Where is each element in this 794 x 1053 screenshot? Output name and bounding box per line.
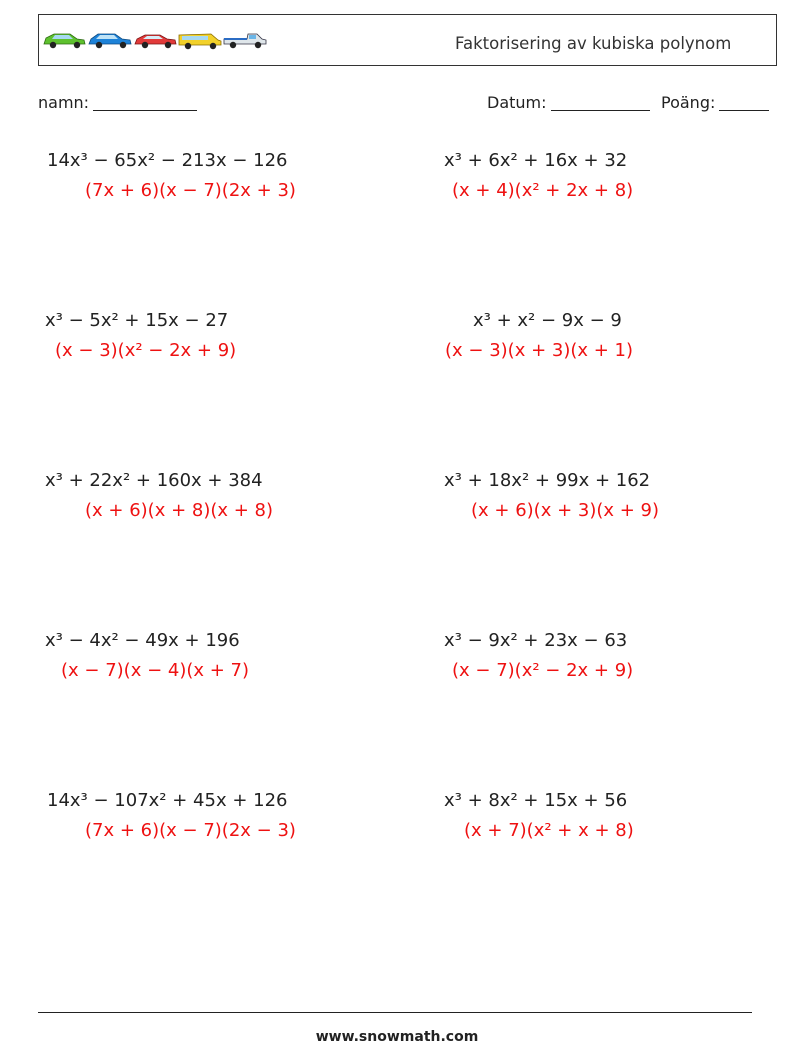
score-field	[661, 93, 769, 112]
problem-answer: (x − 7)(x² − 2x + 9)	[452, 660, 634, 681]
problem-answer: (x − 7)(x − 4)(x + 7)	[61, 660, 250, 681]
problem-answer: (x + 4)(x² + 2x + 8)	[452, 180, 634, 201]
problem-answer: (x − 3)(x + 3)(x + 1)	[445, 340, 634, 361]
problem-4	[445, 310, 633, 362]
date-label: Datum:	[487, 93, 547, 112]
problem-question: x³ − 5x² + 15x − 27	[45, 310, 229, 331]
problem-8	[444, 630, 633, 682]
date-blank[interactable]	[551, 94, 650, 111]
green-car-icon	[44, 34, 85, 48]
blue-car-icon	[89, 34, 131, 48]
problem-9	[47, 790, 296, 842]
problem-3	[45, 310, 236, 362]
problem-question: x³ + 22x² + 160x + 384	[45, 470, 263, 491]
name-field	[38, 93, 197, 112]
problem-question: x³ − 9x² + 23x − 63	[444, 630, 628, 651]
problem-2	[444, 150, 633, 202]
problem-question: 14x³ − 107x² + 45x + 126	[47, 790, 288, 811]
problem-answer: (x + 7)(x² + x + 8)	[464, 820, 634, 841]
problem-answer: (7x + 6)(x − 7)(2x − 3)	[85, 820, 296, 841]
problem-question: 14x³ − 65x² − 213x − 126	[47, 150, 288, 171]
footer-divider	[38, 1012, 752, 1013]
problem-6	[444, 470, 659, 522]
vehicle-icons	[42, 29, 267, 51]
yellow-van-icon	[179, 34, 221, 49]
problem-answer: (x + 6)(x + 8)(x + 8)	[85, 500, 274, 521]
problem-1	[47, 150, 296, 202]
problem-question: x³ + x² − 9x − 9	[473, 310, 622, 331]
problem-question: x³ + 6x² + 16x + 32	[444, 150, 628, 171]
name-blank[interactable]	[93, 94, 197, 111]
worksheet-header	[38, 14, 777, 66]
worksheet-title: Faktorisering av kubiska polynom	[455, 34, 732, 53]
pickup-truck-icon	[224, 34, 266, 48]
problem-answer: (x + 6)(x + 3)(x + 9)	[471, 500, 660, 521]
problem-5	[45, 470, 273, 522]
problem-question: x³ − 4x² − 49x + 196	[45, 630, 240, 651]
name-label: namn:	[38, 93, 90, 112]
footer-url[interactable]: www.snowmath.com	[315, 1029, 479, 1045]
problem-question: x³ + 8x² + 15x + 56	[444, 790, 628, 811]
score-label: Poäng:	[661, 93, 716, 112]
red-car-icon	[135, 35, 176, 48]
problem-question: x³ + 18x² + 99x + 162	[444, 470, 651, 491]
date-field	[487, 93, 650, 112]
problem-answer: (7x + 6)(x − 7)(2x + 3)	[85, 180, 296, 201]
problem-7	[45, 630, 249, 682]
score-blank[interactable]	[719, 94, 769, 111]
problem-10	[444, 790, 634, 842]
problem-answer: (x − 3)(x² − 2x + 9)	[55, 340, 237, 361]
